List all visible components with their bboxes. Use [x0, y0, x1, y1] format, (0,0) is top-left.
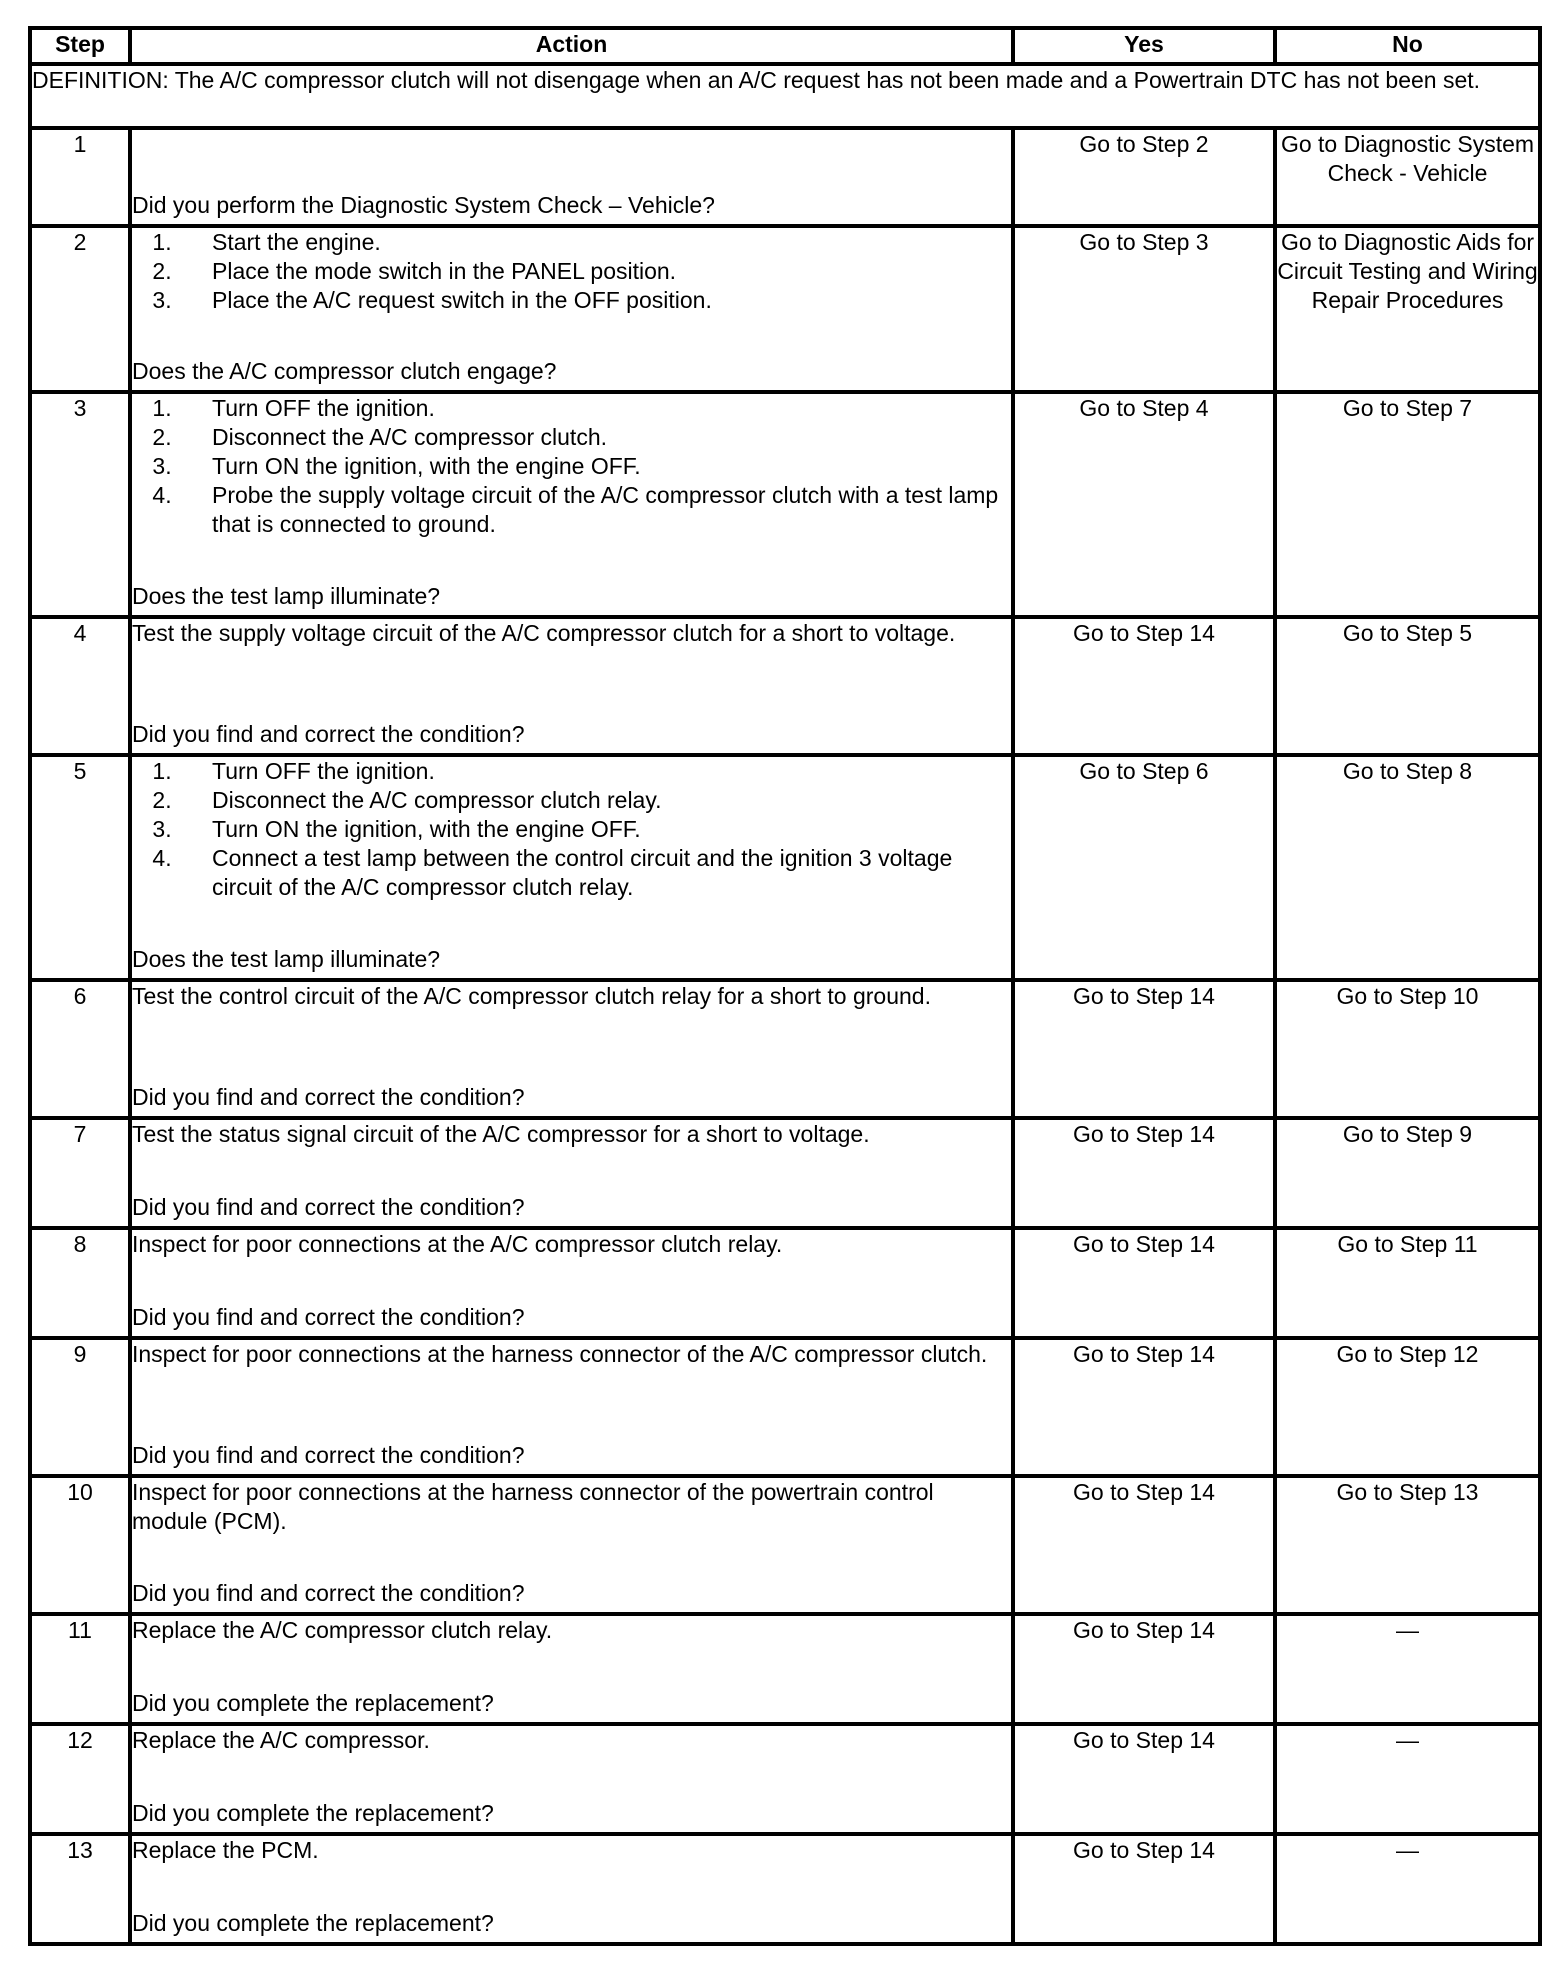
step-number: 1: [30, 128, 130, 226]
action-instruction: Replace the A/C compressor.: [132, 1727, 430, 1753]
yes-result: Go to Step 3: [1013, 226, 1275, 392]
yes-result: Go to Step 14: [1013, 1724, 1275, 1834]
step-number: 4: [30, 617, 130, 755]
action-question: Did you perform the Diagnostic System Check – Vehicle?: [132, 192, 715, 218]
yes-result: Go to Step 14: [1013, 1338, 1275, 1476]
step-number: 3: [30, 392, 130, 617]
definition-row: [30, 64, 1540, 128]
yes-result: Go to Step 6: [1013, 755, 1275, 980]
yes-result: Go to Step 14: [1013, 980, 1275, 1118]
action-question: Did you find and correct the condition?: [132, 721, 525, 747]
substep-item: 2. Disconnect the A/C compressor clutch relay.: [178, 786, 1011, 815]
action-cell: [130, 128, 1013, 226]
step-number: 6: [30, 980, 130, 1118]
yes-result: Go to Step 14: [1013, 1834, 1275, 1944]
action-cell: [130, 1614, 1013, 1724]
header-no: No: [1275, 28, 1540, 64]
substep-item: 1. Turn OFF the ignition.: [178, 757, 1011, 786]
action-cell: [130, 980, 1013, 1118]
action-question: Did you complete the replacement?: [132, 1690, 494, 1716]
action-cell: [130, 755, 1013, 980]
no-result: —: [1275, 1614, 1540, 1724]
step-number: 13: [30, 1834, 130, 1944]
no-result: Go to Step 10: [1275, 980, 1540, 1118]
action-instruction: Test the supply voltage circuit of the A/C compressor clutch for a short to voltage.: [132, 620, 956, 646]
action-question: Does the test lamp illuminate?: [132, 583, 441, 609]
table-row: [30, 1476, 1540, 1614]
definition-text: DEFINITION: The A/C compressor clutch will not disengage when an A/C request has not been made and a Powertrain DTC has not been set.: [30, 64, 1540, 128]
action-substeps: [132, 394, 1011, 539]
yes-result: Go to Step 14: [1013, 1118, 1275, 1228]
header-row: [30, 28, 1540, 64]
no-result: Go to Diagnostic Aids for Circuit Testing and Wiring Repair Procedures: [1275, 226, 1540, 392]
substep-item: 2. Disconnect the A/C compressor clutch.: [178, 423, 1011, 452]
action-instruction: Inspect for poor connections at the A/C compressor clutch relay.: [132, 1231, 783, 1257]
action-instruction: Inspect for poor connections at the harness connector of the powertrain control module (PCM).: [132, 1479, 934, 1534]
action-cell: [130, 1338, 1013, 1476]
action-cell: [130, 1724, 1013, 1834]
action-cell: [130, 1228, 1013, 1338]
substep-item: 3. Turn ON the ignition, with the engine OFF.: [178, 452, 1011, 481]
action-question: Does the test lamp illuminate?: [132, 946, 441, 972]
action-question: Did you find and correct the condition?: [132, 1304, 525, 1330]
substep-item: 3. Turn ON the ignition, with the engine OFF.: [178, 815, 1011, 844]
yes-result: Go to Step 14: [1013, 1476, 1275, 1614]
table-row: [30, 1614, 1540, 1724]
step-number: 7: [30, 1118, 130, 1228]
step-number: 12: [30, 1724, 130, 1834]
action-question: Does the A/C compressor clutch engage?: [132, 358, 557, 384]
no-result: Go to Step 8: [1275, 755, 1540, 980]
step-number: 5: [30, 755, 130, 980]
action-substeps: [132, 757, 1011, 902]
substep-item: 1. Turn OFF the ignition.: [178, 394, 1011, 423]
no-result: Go to Step 5: [1275, 617, 1540, 755]
no-result: Go to Step 12: [1275, 1338, 1540, 1476]
header-action: Action: [130, 28, 1013, 64]
action-instruction: Test the status signal circuit of the A/C compressor for a short to voltage.: [132, 1121, 870, 1147]
no-result: —: [1275, 1724, 1540, 1834]
action-question: Did you find and correct the condition?: [132, 1580, 525, 1606]
yes-result: Go to Step 14: [1013, 1614, 1275, 1724]
action-cell: [130, 392, 1013, 617]
table-row: [30, 1338, 1540, 1476]
table-row: [30, 226, 1540, 392]
action-question: Did you find and correct the condition?: [132, 1442, 525, 1468]
diagnostic-table: [28, 26, 1542, 1946]
table-row: [30, 1118, 1540, 1228]
step-number: 9: [30, 1338, 130, 1476]
no-result: —: [1275, 1834, 1540, 1944]
action-instruction: Replace the PCM.: [132, 1837, 319, 1863]
no-result: Go to Step 7: [1275, 392, 1540, 617]
action-question: Did you complete the replacement?: [132, 1800, 494, 1826]
table-row: [30, 128, 1540, 226]
action-instruction: Inspect for poor connections at the harness connector of the A/C compressor clutch.: [132, 1341, 988, 1367]
substep-item: 2. Place the mode switch in the PANEL position.: [178, 257, 1011, 286]
substep-item: 3. Place the A/C request switch in the OFF position.: [178, 286, 1011, 315]
no-result: Go to Step 13: [1275, 1476, 1540, 1614]
no-result: Go to Diagnostic System Check - Vehicle: [1275, 128, 1540, 226]
header-yes: Yes: [1013, 28, 1275, 64]
yes-result: Go to Step 14: [1013, 1228, 1275, 1338]
table-row: [30, 1228, 1540, 1338]
action-instruction: Replace the A/C compressor clutch relay.: [132, 1617, 553, 1643]
step-number: 11: [30, 1614, 130, 1724]
header-step: Step: [30, 28, 130, 64]
action-question: Did you find and correct the condition?: [132, 1084, 525, 1110]
yes-result: Go to Step 2: [1013, 128, 1275, 226]
table-row: [30, 392, 1540, 617]
action-cell: [130, 1118, 1013, 1228]
table-row: [30, 980, 1540, 1118]
step-number: 8: [30, 1228, 130, 1338]
yes-result: Go to Step 4: [1013, 392, 1275, 617]
no-result: Go to Step 9: [1275, 1118, 1540, 1228]
action-cell: [130, 1476, 1013, 1614]
table-row: [30, 755, 1540, 980]
table-row: [30, 1834, 1540, 1944]
table-row: [30, 617, 1540, 755]
no-result: Go to Step 11: [1275, 1228, 1540, 1338]
action-question: Did you complete the replacement?: [132, 1910, 494, 1936]
table-row: [30, 1724, 1540, 1834]
action-cell: [130, 226, 1013, 392]
action-question: Did you find and correct the condition?: [132, 1194, 525, 1220]
action-instruction: Test the control circuit of the A/C compressor clutch relay for a short to ground.: [132, 983, 931, 1009]
action-cell: [130, 1834, 1013, 1944]
substep-item: 4. Connect a test lamp between the control circuit and the ignition 3 voltage circuit of the A/C compressor clutch relay.: [178, 844, 1011, 902]
step-number: 2: [30, 226, 130, 392]
yes-result: Go to Step 14: [1013, 617, 1275, 755]
action-substeps: [132, 228, 1011, 315]
substep-item: 4. Probe the supply voltage circuit of the A/C compressor clutch with a test lamp that is connected to ground.: [178, 481, 1011, 539]
substep-item: 1. Start the engine.: [178, 228, 1011, 257]
action-cell: [130, 617, 1013, 755]
step-number: 10: [30, 1476, 130, 1614]
